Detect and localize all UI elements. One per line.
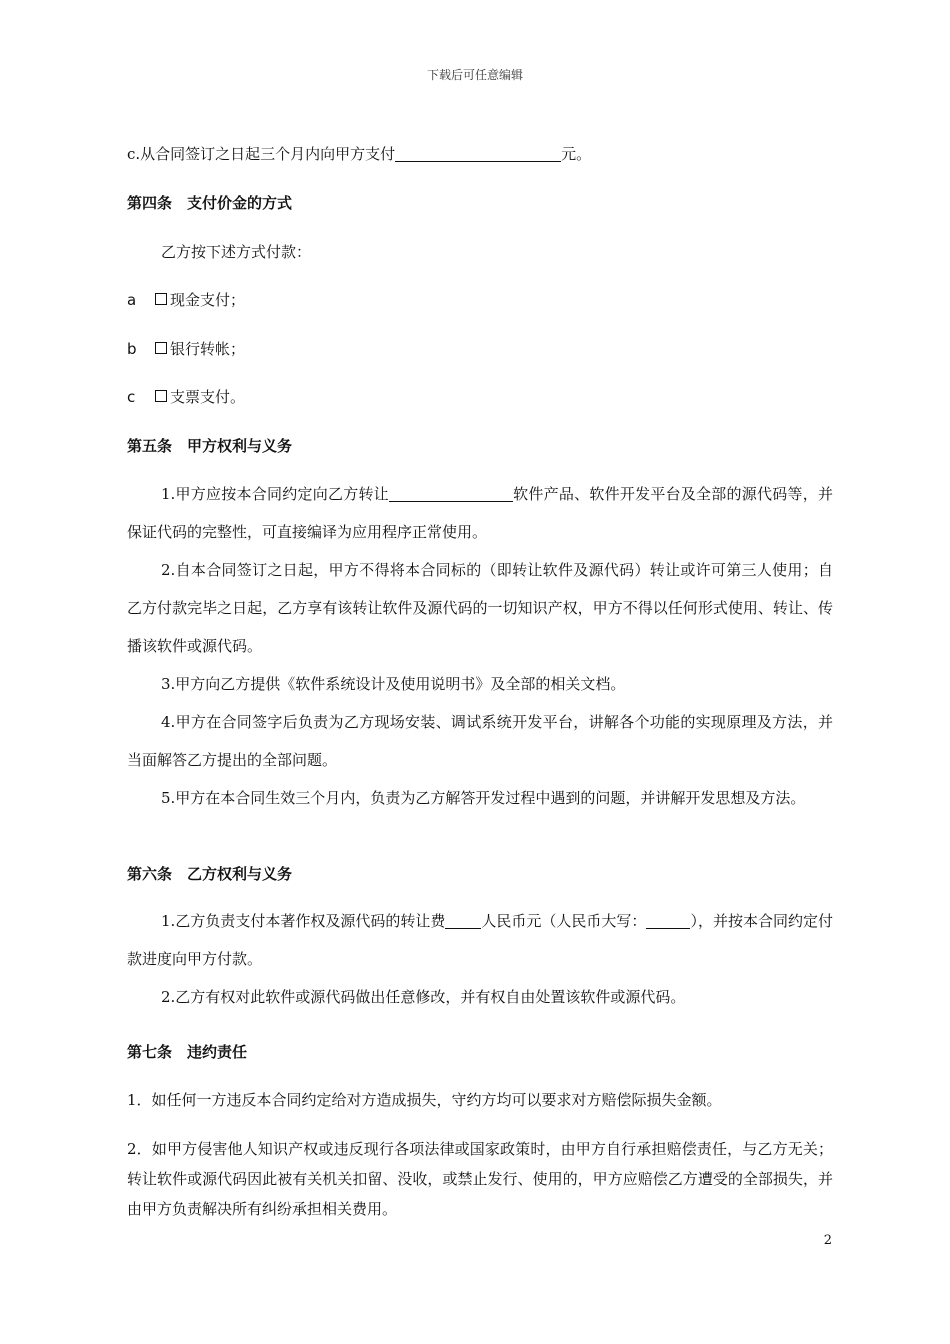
option-key: c: [127, 388, 136, 406]
clause5-p3: 3.甲方向乙方提供《软件系统设计及使用说明书》及全部的相关文档。: [161, 675, 626, 693]
clause6-p1-a: 1.乙方负责支付本著作权及源代码的转让费: [161, 912, 446, 930]
clause6-p1: [127, 902, 833, 978]
option-key: b: [127, 340, 137, 358]
clause3-item-c-suffix: 元。: [561, 145, 592, 163]
software-name-blank[interactable]: [389, 485, 513, 502]
option-label: 现金支付；: [170, 291, 246, 309]
fee-uppercase-blank[interactable]: [646, 912, 690, 929]
clause7-p1-text: 1．如任何一方违反本合同约定给对方造成损失，守约方均可以要求对方赔偿际损失金额。: [127, 1091, 722, 1109]
payment-option-cash: [127, 290, 833, 310]
clause7-title: 第七条 违约责任: [127, 1043, 248, 1061]
clause6-body: [127, 902, 833, 1016]
fee-blank[interactable]: [445, 912, 481, 929]
clause5-p1-prefix: 1.甲方应按本合同约定向乙方转让: [161, 485, 389, 503]
checkbox-bank[interactable]: [155, 342, 167, 354]
option-label: 银行转帐；: [170, 340, 246, 358]
clause4-title: 第四条 支付价金的方式: [127, 194, 293, 212]
clause7-p2-text: 2．如甲方侵害他人知识产权或违反现行各项法律或国家政策时，由甲方自行承担赔偿责任，与乙方无关；转让软件或源代码因此被有关机关扣留、没收，或禁止发行、使用的，甲方应赔偿乙方遭受的全部损失，并由甲方负责解决所有纠纷承担相关费用。: [127, 1140, 833, 1218]
page-header: 下载后可任意编辑: [426, 68, 523, 82]
clause4-intro: 乙方按下述方式付款：: [161, 243, 312, 261]
checkbox-check[interactable]: [155, 390, 167, 402]
clause6-p2: 2.乙方有权对此软件或源代码做出任意修改，并有权自由处置该软件或源代码。: [161, 988, 686, 1006]
clause6-p1-b: 人民币元（人民币大写：: [481, 912, 647, 930]
clause5-p5: 5.甲方在本合同生效三个月内，负责为乙方解答开发过程中遇到的问题，并讲解开发思想及方法。: [161, 789, 806, 807]
payment-option-check: [127, 387, 833, 407]
clause6-title: 第六条 乙方权利与义务: [127, 865, 293, 883]
option-key: a: [127, 291, 137, 309]
clause5-p4: 4.甲方在合同签字后负责为乙方现场安装、调试系统开发平台，讲解各个功能的实现原理及方法，并当面解答乙方提出的全部问题。: [127, 713, 833, 769]
page-number: 2: [823, 1233, 832, 1248]
clause5-body: [127, 475, 833, 817]
checkbox-cash[interactable]: [155, 293, 167, 305]
clause5-p1: [127, 475, 833, 551]
clause5-p2: 2.自本合同签订之日起，甲方不得将本合同标的（即转让软件及源代码）转让或许可第三人使用；自乙方付款完毕之日起，乙方享有该转让软件及源代码的一切知识产权，甲方不得以任何形式使用、转让、传播该软件或源代码。: [127, 561, 833, 655]
amount-blank[interactable]: [395, 145, 561, 162]
clause5-p1-suffix: 软件产品、软件开发平台及全部的源代码等，并保证代码的完整性，可直接编译为应用程序正常使用。: [127, 485, 833, 541]
option-label: 支票支付。: [170, 388, 246, 406]
clause3-item-c: [127, 144, 833, 164]
clause7-p2: [127, 1134, 833, 1224]
clause7-p1: [127, 1085, 833, 1115]
clause5-title: 第五条 甲方权利与义务: [127, 437, 293, 455]
clause6-p1-c: ），并按本合同约定付款进度向甲方付款。: [127, 912, 833, 968]
payment-option-bank: [127, 339, 833, 359]
clause3-item-c-text: c.从合同签订之日起三个月内向甲方支付: [127, 145, 396, 163]
